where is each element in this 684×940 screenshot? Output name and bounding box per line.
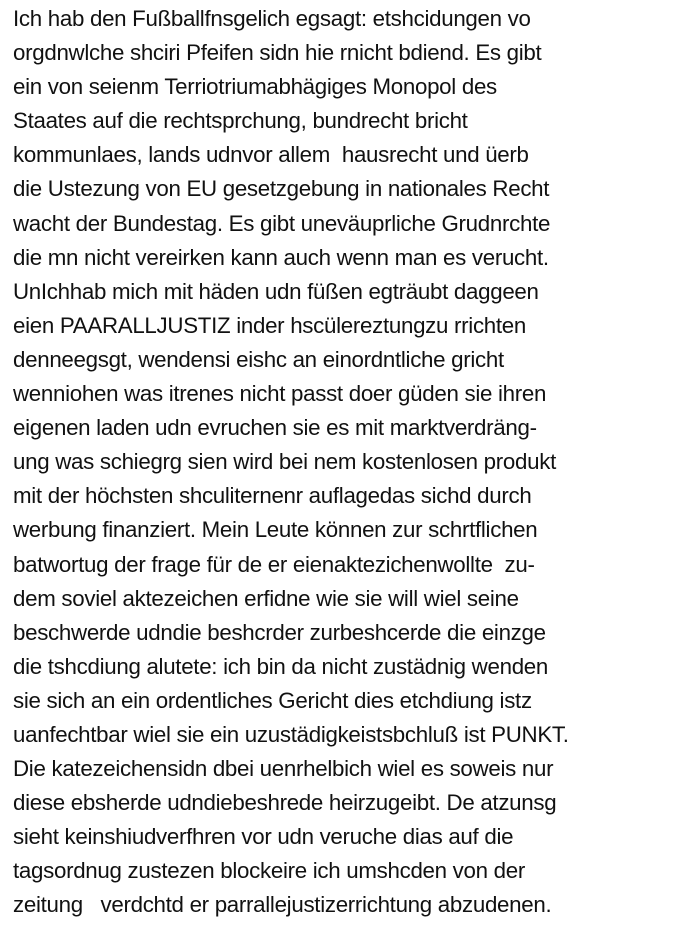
text-line: kommunlaes, lands udnvor allem hausrecht und üerb: [13, 142, 529, 168]
text-line: die tshcdiung alutete: ich bin da nicht zustädnig wenden: [13, 653, 549, 679]
text-line: orgdnwlche shciri Pfeifen sidn hie rnicht bdiend. Es gibt: [13, 40, 542, 66]
text-line: batwortug der frage für de er eienaktezichenwollte zu-: [13, 551, 535, 577]
body-text: [13, 2, 684, 923]
text-line: eien PAARALLJUSTIZ inder hscülereztungzu rrichten: [13, 312, 527, 338]
text-line: UnIchhab mich mit häden udn füßen egträubt daggeen: [13, 278, 539, 304]
text-line: eigenen laden udn evruchen sie es mit marktverdräng-: [13, 415, 537, 441]
text-line: uanfechtbar wiel sie ein uzustädigkeistsbchluß ist PUNKT.: [13, 721, 569, 747]
text-line: diese ebsherde udndiebeshrede heirzugeibt. De atzunsg: [13, 790, 557, 816]
text-line: Staates auf die rechtsprchung, bundrecht bricht: [13, 108, 468, 134]
text-line: werbung finanziert. Mein Leute können zur schrtflichen: [13, 517, 538, 543]
text-line: beschwerde udndie beshcrder zurbeshcerde die einzge: [13, 619, 546, 645]
text-line: wacht der Bundestag. Es gibt uneväuprliche Grudnrchte: [13, 210, 551, 236]
text-line: tagsordnug zustezen blockeire ich umshcden von der: [13, 858, 525, 884]
text-line: sieht keinshiudverfhren vor udn veruche dias auf die: [13, 824, 514, 850]
text-line: dem soviel aktezeichen erfidne wie sie will wiel seine: [13, 585, 519, 611]
text-line: wenniohen was itrenes nicht passt doer güden sie ihren: [13, 381, 547, 407]
text-line: zeitung verdchtd er parrallejustizerrichtung abzudenen.: [13, 892, 552, 918]
text-line: die Ustezung von EU gesetzgebung in nationales Recht: [13, 176, 550, 202]
text-line: sie sich an ein ordentliches Gericht dies etchdiung istz: [13, 687, 532, 713]
text-line: Die katezeichensidn dbei uenrhelbich wiel es soweis nur: [13, 756, 554, 782]
text-line: Ich hab den Fußballfnsgelich egsagt: etshcidungen vo: [13, 6, 531, 31]
text-line: ung was schiegrg sien wird bei nem kostenlosen produkt: [13, 449, 556, 475]
text-line: denneegsgt, wendensi eishc an einordntliche gricht: [13, 346, 504, 372]
text-line: die mn nicht vereirken kann auch wenn man es verucht.: [13, 244, 549, 270]
text-line: mit der höchsten shculiternenr auflagedas sichd durch: [13, 483, 532, 509]
text-line: ein von seienm Terriotriumabhägiges Monopol des: [13, 74, 497, 100]
